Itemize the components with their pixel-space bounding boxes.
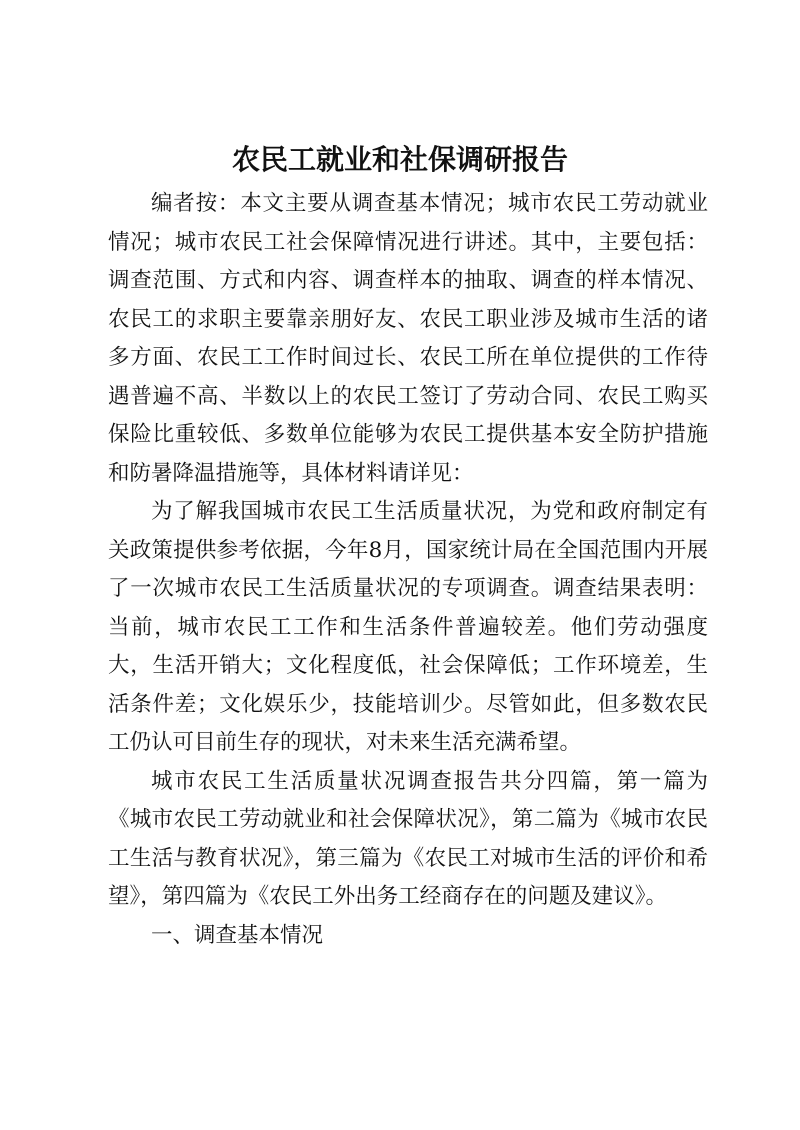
section-heading: 一、调查基本情况 [151, 922, 324, 948]
document-body [108, 185, 708, 955]
document-title: 农民工就业和社保调研报告 [231, 143, 568, 176]
report-structure-paragraph: 城市农民工生活质量状况调查报告共分四篇，第一篇为《城市农民工劳动就业和社会保障状况》，第二篇为《城市农民工生活与教育状况》，第三篇为《农民工对城市生活的评价和希望》，第四篇为《农民工外出务工经商存在的问题及建议》。 [108, 768, 708, 909]
intro-paragraph: 为了解我国城市农民工生活质量状况，为党和政府制定有关政策提供参考依据，今年8月，国家统计局在全国范围内开展了一次城市农民工生活质量状况的专项调查。调查结果表明：当前，城市农民工工作和生活条件普遍较差。他们劳动强度大，生活开销大；文化程度低，社会保障低；工作环境差，生活条件差；文化娱乐少，技能培训少。尽管如此，但多数农民工仍认可目前生存的现状，对未来生活充满希望。 [108, 499, 708, 755]
editor-note-paragraph: 编者按：本文主要从调查基本情况；城市农民工劳动就业情况；城市农民工社会保障情况进行讲述。其中，主要包括：调查范围、方式和内容、调查样本的抽取、调查的样本情况、农民工的求职主要靠亲朋好友、农民工职业涉及城市生活的诸多方面、农民工工作时间过长、农民工所在单位提供的工作待遇普遍不高、半数以上的农民工签订了劳动合同、农民工购买保险比重较低、多数单位能够为农民工提供基本安全防护措施和防暑降温措施等，具体材料请详见： [108, 191, 708, 486]
